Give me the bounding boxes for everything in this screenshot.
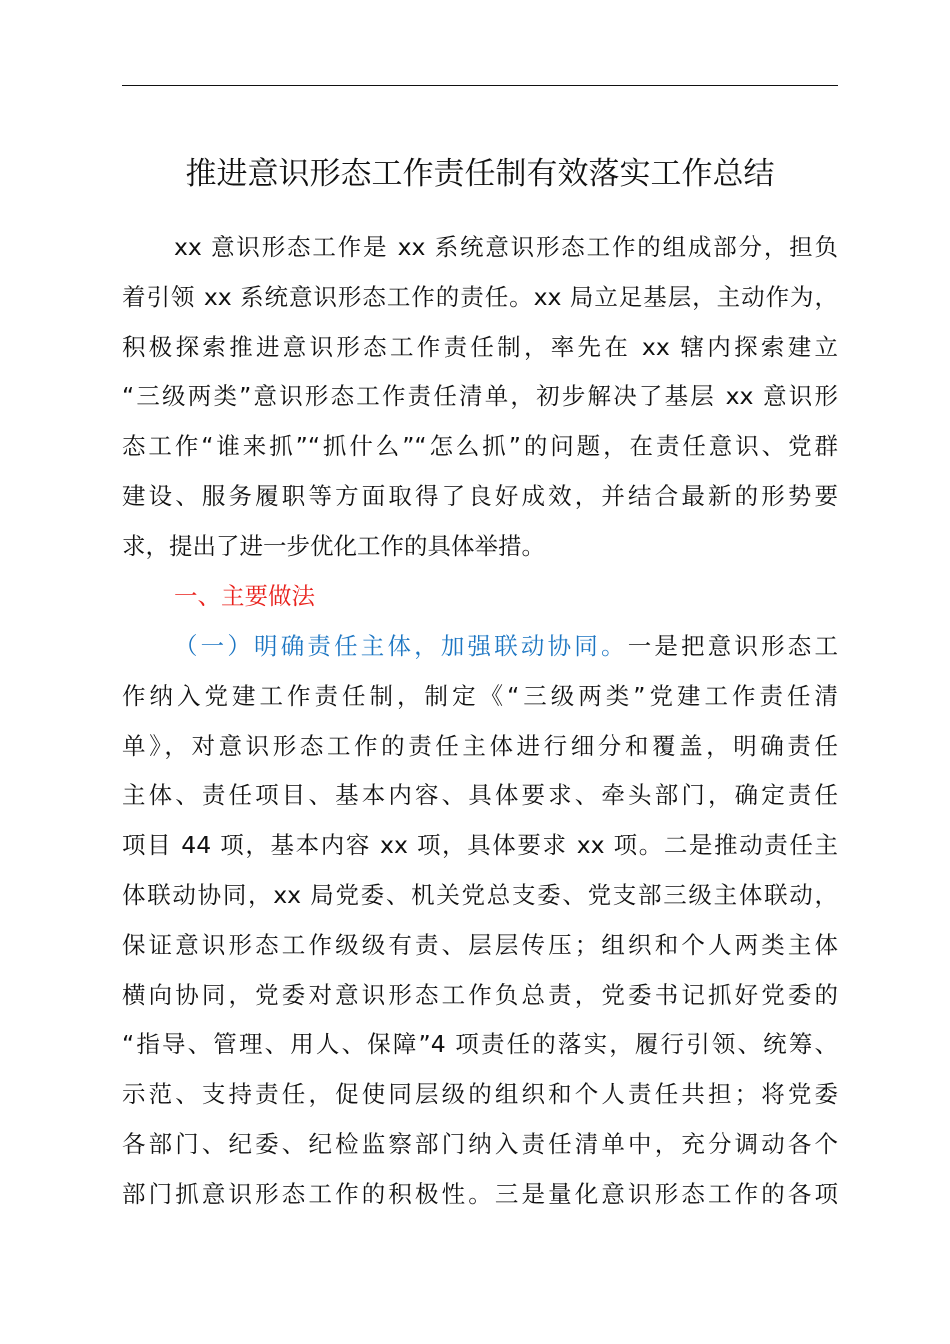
paragraph-line: 保证意识形态工作级级有责、层层传压；组织和个人两类主体	[122, 930, 838, 959]
paragraph-line: 建设、服务履职等方面取得了良好成效，并结合最新的形势要	[122, 481, 838, 510]
paragraph-line: 主体、责任项目、基本内容、具体要求、牵头部门，确定责任	[122, 781, 838, 810]
section-heading: 一、主要做法	[174, 582, 315, 610]
header-rule	[122, 85, 838, 86]
paragraph-line: 各部门、纪委、纪检监察部门纳入责任清单中，充分调动各个	[122, 1129, 838, 1158]
subsection-heading: （一）明确责任主体，加强联动协同。	[174, 632, 628, 660]
paragraph-line: “三级两类”意识形态工作责任清单，初步解决了基层 xx 意识形	[122, 382, 838, 411]
paragraph-line: 项目 44 项，基本内容 xx 项，具体要求 xx 项。二是推动责任主	[122, 831, 838, 860]
subsection-1-paragraph	[122, 622, 838, 1220]
paragraph-line: 横向协同，党委对意识形态工作负总责，党委书记抓好党委的	[122, 980, 838, 1009]
paragraph-line: 积极探索推进意识形态工作责任制，率先在 xx 辖内探索建立	[122, 332, 838, 361]
paragraph-line: xx 意识形态工作是 xx 系统意识形态工作的组成部分，担负	[174, 233, 838, 261]
paragraph-line: 部门抓意识形态工作的积极性。三是量化意识形态工作的各项	[122, 1179, 838, 1208]
document-title: 推进意识形态工作责任制有效落实工作总结	[185, 156, 775, 192]
paragraph-line: 单》，对意识形态工作的责任主体进行细分和覆盖，明确责任	[122, 731, 838, 760]
paragraph-line: 态工作“谁来抓”“抓什么”“怎么抓”的问题，在责任意识、党群	[122, 432, 838, 461]
paragraph-line: 着引领 xx 系统意识形态工作的责任。xx 局立足基层，主动作为，	[122, 282, 838, 311]
paragraph-line: 示范、支持责任，促使同层级的组织和个人责任共担；将党委	[122, 1080, 838, 1109]
paragraph-line: 体联动协同，xx 局党委、机关党总支委、党支部三级主体联动，	[122, 880, 838, 909]
section-1	[122, 572, 838, 622]
paragraph-line: 作纳入党建工作责任制，制定《“三级两类”党建工作责任清	[122, 681, 838, 710]
paragraph-line	[122, 622, 838, 672]
paragraph-line: 求，提出了进一步优化工作的具体举措。	[122, 531, 545, 560]
paragraph-line: “指导、管理、用人、保障”4 项责任的落实，履行引领、统筹、	[122, 1030, 838, 1059]
intro-paragraph	[122, 223, 838, 572]
paragraph-text: 一是把意识形态工	[627, 632, 838, 660]
